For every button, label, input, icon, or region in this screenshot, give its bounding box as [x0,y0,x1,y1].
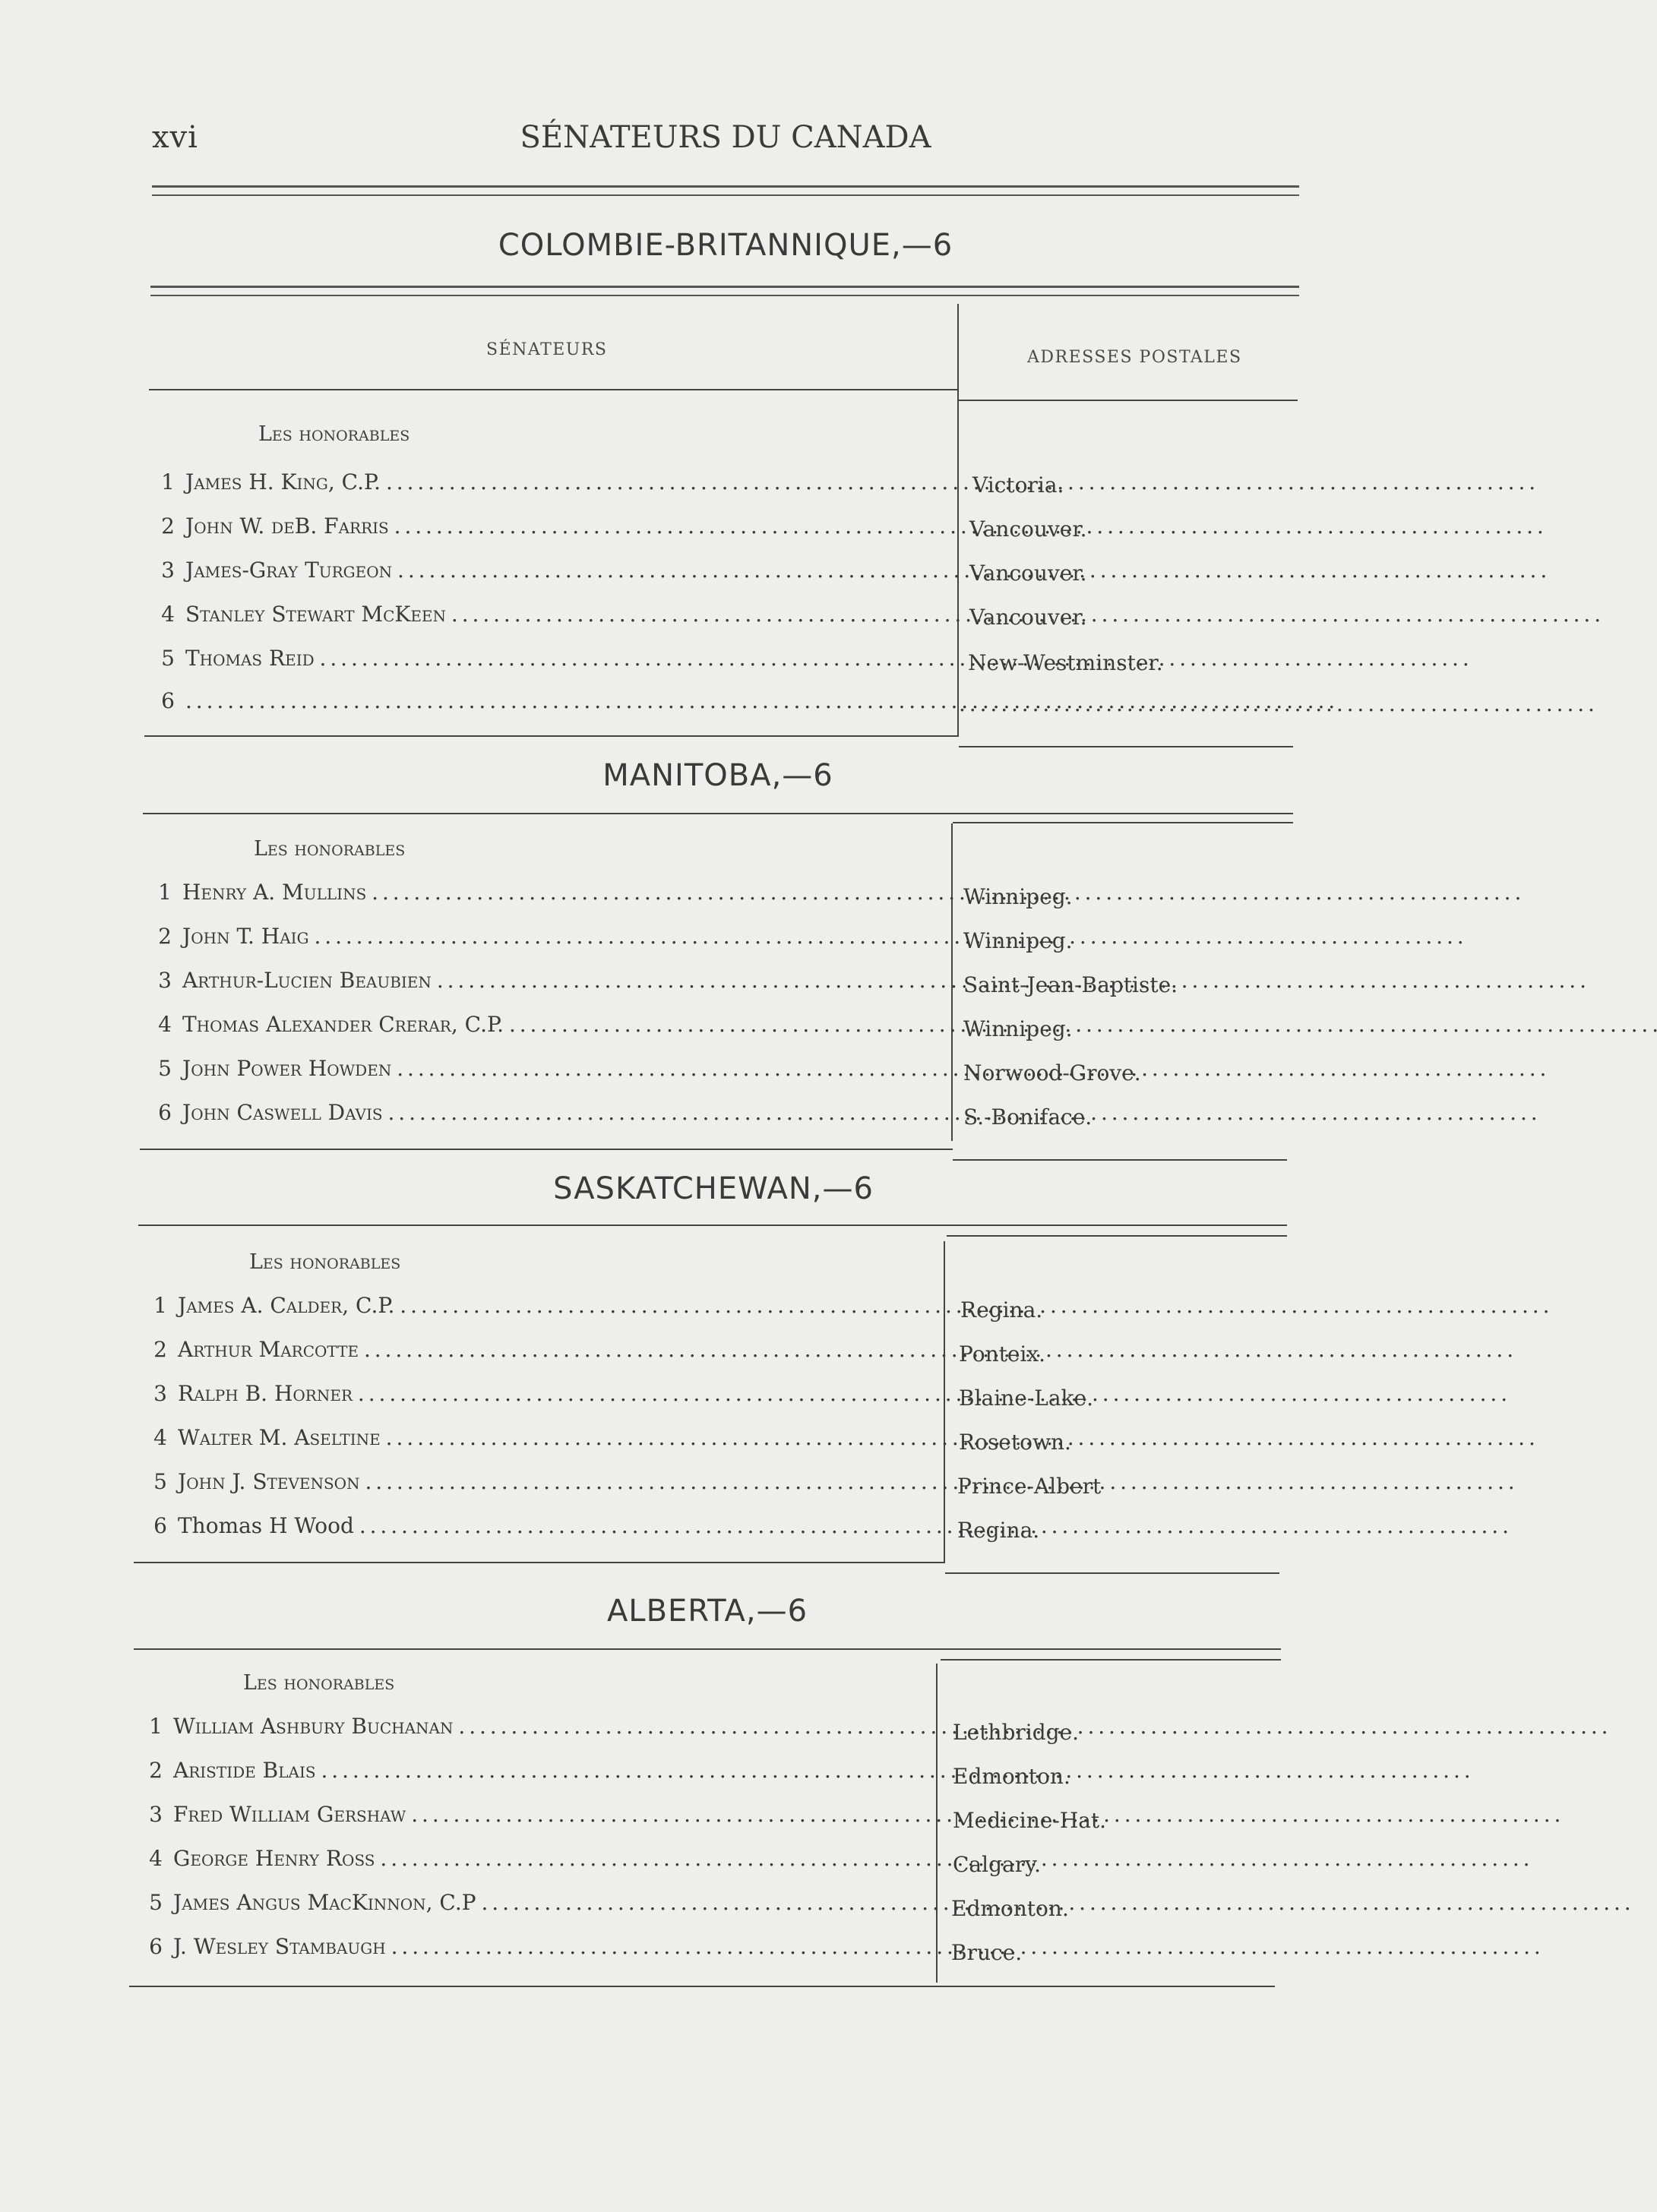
senator-name [185,688,950,713]
senator-name: John Caswell Davis . . . [182,1100,944,1125]
list-item [140,1714,928,1744]
section-rule [143,813,1293,814]
postal-address: Calgary. [953,1852,1042,1877]
row-number: 2 [149,1758,163,1783]
list-item [149,1100,944,1130]
postal-address: Lethbridge. [953,1720,1080,1745]
senator-name: John Power Howden . . . [182,1056,944,1081]
vacant-address-leader: . . . . . . . . . . . . . . . . . . . . . . . . . . . . . . . . . . . . . . . . . . . . . . . . . . . . . . . . . . . . . [959,691,1593,716]
senator-name: James-Gray Turgeon . . . [185,558,950,583]
postal-address: Bruce. [951,1940,1023,1965]
row-number: 1 [161,469,175,495]
row-number: 1 [153,1293,167,1318]
list-item [140,1934,928,1964]
row-number: 2 [153,1337,167,1362]
row-number: 6 [149,1934,163,1959]
senator-name: Fred William Gershaw . . . [173,1802,928,1827]
row-number: 5 [161,646,175,671]
list-item [152,514,950,544]
list-item [144,1469,936,1499]
row-number: 5 [149,1890,163,1915]
postal-address: Rosetown. [959,1430,1071,1455]
senator-name: John T. Haig . . . [182,924,944,949]
list-item [144,1425,936,1455]
section-bottom-rule [959,746,1293,747]
section-bottom-rule [953,1159,1287,1161]
postal-address: Ponteix. [959,1341,1046,1367]
senator-name: Thomas Reid . . . [185,646,950,671]
list-item [149,1012,944,1042]
senator-name: Aristide Blais . . . [173,1758,928,1783]
section-bottom-rule [129,1986,1275,1987]
postal-address: Medicine-Hat. [953,1808,1107,1833]
section-title-manitoba: MANITOBA,—6 [602,758,833,793]
row-number: 2 [158,924,172,949]
list-item [144,1293,936,1323]
section-title-colombie-britannique: COLOMBIE-BRITANNIQUE,—6 [498,228,953,263]
senator-name: John J. Stevenson . . . [178,1469,936,1494]
postal-address: Regina. [960,1297,1043,1322]
section-rule [947,1235,1287,1237]
section-bottom-rule [945,1572,1279,1574]
honorables-label: Les honorables [254,837,406,861]
postal-address: Saint-Jean-Baptiste. [963,972,1178,997]
row-number: 3 [153,1381,167,1406]
list-item [140,1758,928,1788]
honorables-label: Les honorables [243,1671,395,1695]
senator-name: J. Wesley Stambaugh . . . [173,1934,928,1959]
section-bottom-rule [134,1562,945,1563]
header-underline [149,389,957,390]
column-header-addresses: ADRESSES POSTALES [1027,348,1242,367]
list-item [140,1890,928,1920]
row-number: 3 [158,968,172,993]
postal-address: Vancouver. [969,605,1087,630]
page-number: xvi [152,120,198,155]
senator-name: James A. Calder, C.P. . . . [178,1293,936,1318]
postal-address: Prince-Albert [957,1474,1102,1499]
page-title: SÉNATEURS DU CANADA [520,120,931,155]
senator-name: Henry A. Mullins . . . [182,880,944,905]
senator-name: George Henry Ross . . . [173,1846,928,1871]
list-item [144,1337,936,1367]
postal-address: Winnipeg. [963,1016,1073,1041]
postal-address: Regina. [957,1518,1040,1543]
list-item [149,924,944,954]
postal-address: Winnipeg. [963,884,1073,909]
senator-name: Stanley Stewart McKeen . . . [185,602,950,627]
row-number: 2 [161,514,175,539]
postal-address: Blaine-Lake. [959,1386,1093,1411]
header-underline [959,400,1298,401]
list-item-vacant [152,688,950,719]
postal-address: Edmonton. [953,1764,1070,1789]
row-number: 4 [158,1012,172,1037]
postal-address: S.-Boniface. [963,1104,1093,1130]
postal-address: Vancouver. [969,517,1087,542]
senator-name: Thomas H Wood . . . [178,1513,936,1538]
section-rule [138,1224,1287,1226]
list-item [152,602,950,632]
row-number: 4 [149,1846,163,1871]
list-item [140,1802,928,1832]
row-number: 5 [158,1056,172,1081]
senator-name: James H. King, C.P. . . . [185,469,950,495]
senator-name: Arthur-Lucien Beaubien . . . [182,968,944,993]
row-number: 6 [153,1513,167,1538]
row-number: 6 [161,688,175,713]
section-bottom-rule [140,1149,953,1150]
row-number: 4 [153,1425,167,1450]
list-item [144,1513,936,1544]
running-head [152,114,1299,160]
postal-address: New-Westminster. [968,650,1163,675]
section-title-saskatchewan: SASKATCHEWAN,—6 [553,1171,874,1206]
list-item [152,646,950,676]
row-number: 4 [161,602,175,627]
row-number: 6 [158,1100,172,1125]
list-item [152,558,950,588]
row-number: 3 [149,1802,163,1827]
row-number: 1 [149,1714,163,1739]
senator-name: Walter M. Aseltine . . . [178,1425,936,1450]
senator-name: James Angus MacKinnon, C.P . . . [173,1890,928,1915]
section-rule [941,1659,1281,1661]
header-rule [152,185,1299,196]
list-item [149,1056,944,1086]
senator-name: Thomas Alexander Crerar, C.P. . . . [182,1012,944,1037]
postal-address: Norwood-Grove. [963,1060,1141,1085]
list-item [152,469,950,500]
senator-name: Ralph B. Horner . . . [178,1381,936,1406]
section-rule [953,822,1293,823]
postal-address: Edmonton. [951,1896,1069,1921]
list-item [140,1846,928,1876]
honorables-label: Les honorables [258,422,410,446]
senator-name: William Ashbury Buchanan . . . [173,1714,928,1739]
list-item [144,1381,936,1411]
section-bottom-rule [144,735,959,737]
section-title-alberta: ALBERTA,—6 [606,1594,808,1629]
honorables-label: Les honorables [249,1250,401,1274]
row-number: 3 [161,558,175,583]
list-item [149,880,944,910]
row-number: 1 [158,880,172,905]
postal-address: Victoria. [972,472,1064,498]
section-rule [150,286,1299,296]
column-header-senators: SÉNATEURS [486,340,608,359]
postal-address: Winnipeg. [963,928,1073,953]
senator-name: John W. deB. Farris . . . [185,514,950,539]
list-item [149,968,944,998]
postal-address: Vancouver. [969,561,1087,586]
row-number: 5 [153,1469,167,1494]
senator-name: Arthur Marcotte . . . [178,1337,936,1362]
section-rule [134,1648,1281,1650]
